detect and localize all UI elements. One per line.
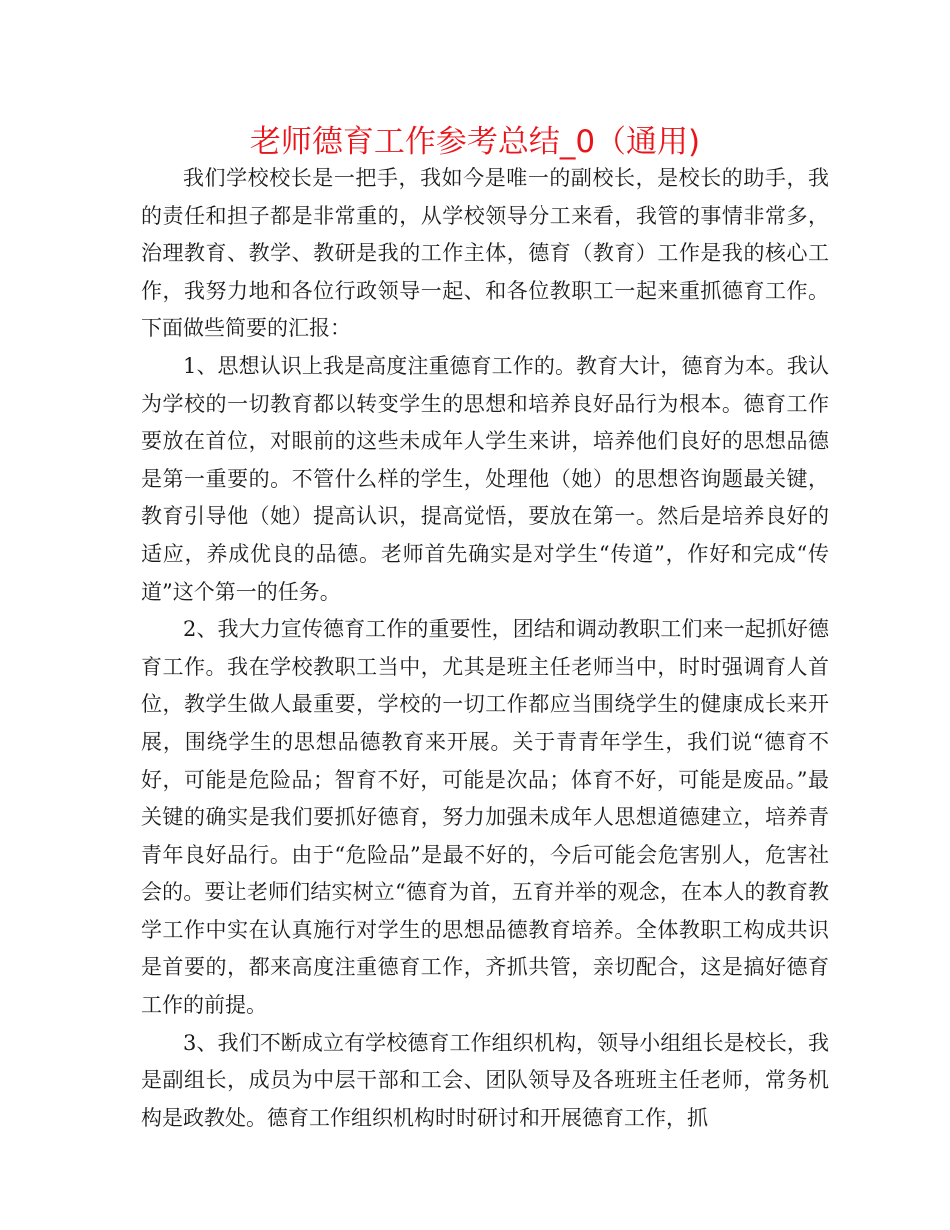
- paragraph-intro: 我们学校校长是一把手，我如今是唯一的副校长，是校长的助手，我的责任和担子都是非常重的，从学校领导分工来看，我管的事情非常多，治理教育、教学、教研是我的工作主体，德育（教育）工作是我的核心工作，我努力地和各位行政领导一起、和各位教职工一起来重抓德育工作。下面做些简要的汇报：: [141, 166, 829, 341]
- paragraph-1: 1、思想认识上我是高度注重德育工作的。教育大计，德育为本。我认为学校的一切教育都以转变学生的思想和培养良好品行为根本。德育工作要放在首位，对眼前的这些未成年人学生来讲，培养他们良好的思想品德是第一重要的。不管什么样的学生，处理他（她）的思想咨询题最关键，教育引导他（她）提高认识，提高觉悟，要放在第一。然后是培养良好的适应，养成优良的品德。老师首先确实是对学生“传道”，作好和完成“传道”这个第一的任务。: [141, 353, 829, 604]
- paragraph-2: 2、我大力宣传德育工作的重要性，团结和调动教职工们来一起抓好德育工作。我在学校教职工当中，尤其是班主任老师当中，时时强调育人首位，教学生做人最重要，学校的一切工作都应当围绕学生的健康成长来开展，围绕学生的思想品德教育来开展。关于青青年学生，我们说“德育不好，可能是危险品；智育不好，可能是次品；体育不好，可能是废品。”最关键的确实是我们要抓好德育，努力加强未成年人思想道德建立，培养青青年良好品行。由于“危险品”是最不好的，今后可能会危害别人，危害社会的。要让老师们结实树立“德育为首，五育并举的观念，在本人的教育教学工作中实在认真施行对学生的思想品德教育培养。全体教职工构成共识是首要的，都来高度注重德育工作，齐抓共管，亲切配合，这是搞好德育工作的前提。: [141, 617, 829, 1018]
- document-title: 老师德育工作参考总结_0（通用): [249, 124, 701, 160]
- document-body: [141, 160, 829, 1137]
- paragraph-3: 3、我们不断成立有学校德育工作组织机构，领导小组组长是校长，我是副组长，成员为中层干部和工会、团队领导及各班班主任老师，常务机构是政教处。德育工作组织机构时时研讨和开展德育工作，抓: [141, 1030, 829, 1130]
